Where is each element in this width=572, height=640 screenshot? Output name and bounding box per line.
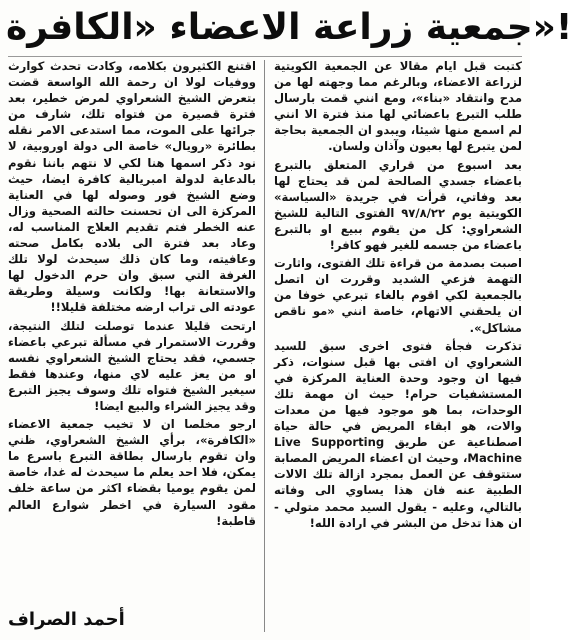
paragraph: كتبت قبل ايام مقالا عن الجمعية الكويتية لزراعة الاعضاء، وبالرغم مما وجهته لها من مدح وانتقاد «بناء»، ومع انني قمت بارسال طلب التبرع باعضائي لها منذ فترة الا انني لم اسمع منها شيئا، ويبدو ان الجمعية بحاجة لمن يتبرع لها بعيون وآذان ولسان. — [274, 59, 522, 154]
headline-rule — [8, 56, 522, 57]
paragraph: بعد اسبوع من قراري المتعلق بالتبرع باعضاء جسدي الصالحة لمن قد يحتاج لها بعد وفاتي، قرأت في جريدة «السياسة» الكويتية يوم ٩٧/٨/٢٢ الفتوى التالية للشيخ الشعراوي: كل من يقوم ببيع او بالتبرع باعضاء من جسمه للغير فهو كافر! — [274, 157, 522, 253]
column-divider — [264, 60, 265, 632]
paragraph: تذكرت فجأة فتوى اخرى سبق للسيد الشعراوي ان افتى بها قبل سنوات، ذكر فيها ان وجود وحدة العناية المركزة في المستشفيات حرام! حيث ان مهمة تلك الوحدات، بما هو موجود فيها من معدات والات، هو ابقاء المريض في حالة حياة اصطناعية عن طريق Live Supporting Machine، وحيث ان اعضاء المريض المصابة ستتوقف عن العمل بمجرد ازالة تلك الالات الطبية عنه فان هذا يساوي الى وفاته بالتالي، وعليه - يقول السيد محمد متولي - ان هذا تدخل من البشر في ارادة الله! — [274, 338, 522, 530]
paragraph: اصبت بصدمة من قراءة تلك الفتوى، واثارت التهمة فزعي الشديد وقررت ان اتصل بالجمعية لكي اقوم بالغاء تبرعي خوفا من ان يلحقني الاتهام، خاصة انني «مو ناقص مشاكل». — [274, 256, 522, 335]
paragraph: ارتحت قليلا عندما توصلت لتلك النتيجة، وقررت الاستمرار في مسألة تبرعي باعضاء جسمي، فقد يحتاج الشيخ الشعراوي نفسه او من يعز عليه لاي منها، وعندها فقط سيغير الشيخ فتواه تلك وسوف يجيز التبرع وقد يجيز الشراء والبيع ايضا! — [8, 318, 256, 413]
article-column-right — [274, 58, 522, 636]
author-byline: أحمد الصراف — [8, 609, 125, 630]
article-column-left — [8, 58, 256, 606]
paragraph: ارجو مخلصا ان لا تخيب جمعية الاعضاء «الكافرة»، برأي الشيخ الشعراوي، ظني وان تقوم بارسال بطاقة التبرع باسرع ما يمكن، فلا احد يعلم ما سيحدث له غدا، خاصة لمن يقوم يوميا بقضاء اكثر من ساعة خلف مقود السيارة في اخطر شوارع العالم قاطبة! — [8, 417, 256, 528]
article-headline: جمعية زراعة الاعضاء «الكافرة»! — [6, 7, 572, 48]
paragraph: اقتنع الكثيرون بكلامه، وكادت تحدث كوارث ووفيات لولا ان رحمة الله الواسعة قضت بتعرض الشيخ الشعراوي لمرض خطير، بعد فترة قصيرة من فتواه تلك، شارف من جرائها على الموت، مما استدعى الامر نقله بطائرة «رويال» خاصة الى دولة اوروبية، لا نود ذكر اسمها هنا لكي لا نتهم باننا نقوم بالدعاية لدولة امبريالية كافرة ايضا، حيث وضع الشيخ فور وصوله لها في العناية المركزة الى ان تحسنت حالته الصحية وزال عنه الخطر فتم تقديم العلاج المناسب له، وعاد بعد فترة الى بلاده بكامل صحته وعافيته، وما كان ذلك سيحدث لولا تلك الغرفة التي سبق وان حرم الدخول لها والاستعانة بها! ولكانت وسيلة وطريقة عودته الى تراب ارضه مختلفة قليلا!! — [8, 59, 256, 315]
